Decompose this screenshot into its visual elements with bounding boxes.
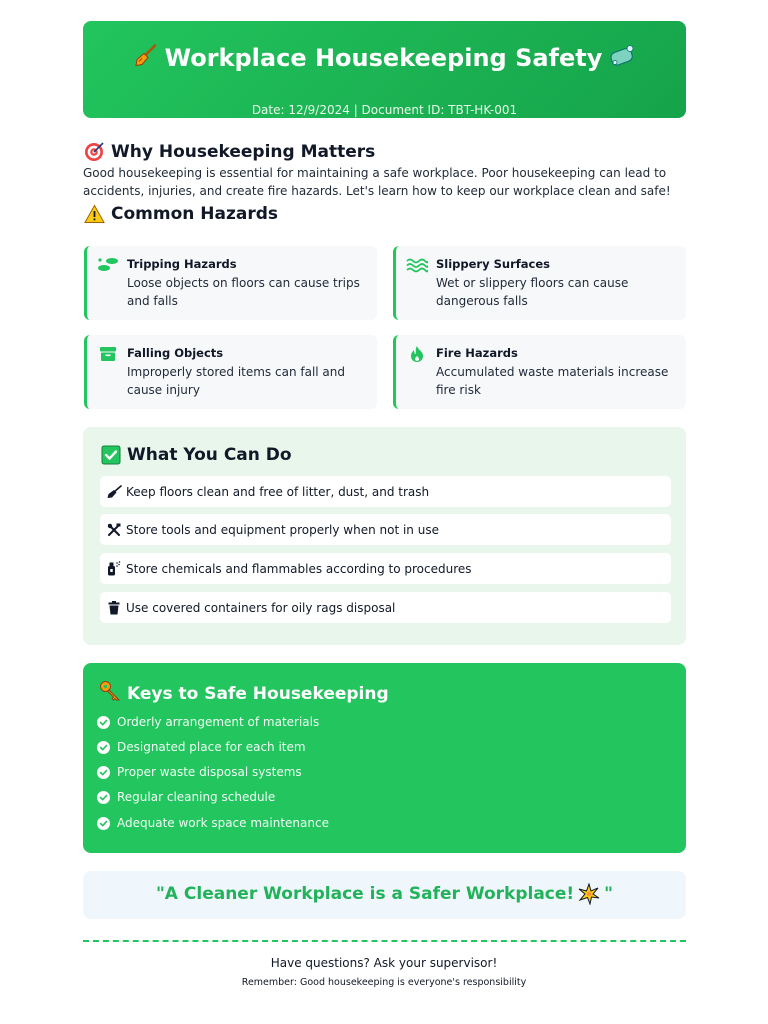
keys-title-text: Keys to Safe Housekeeping <box>127 683 389 704</box>
key-item-text: Regular cleaning schedule <box>117 790 276 804</box>
hazard-title: Slippery Surfaces <box>436 257 550 271</box>
check-circle-icon <box>97 817 110 830</box>
key-icon <box>99 680 121 707</box>
hazards-title-text: Common Hazards <box>111 203 279 224</box>
check-circle-icon <box>97 741 110 754</box>
hazard-title: Fire Hazards <box>436 346 518 360</box>
why-title-text: Why Housekeeping Matters <box>111 141 376 162</box>
todo-section <box>83 427 686 645</box>
document-meta: Date: 12/9/2024 | Document ID: TBT-HK-001 <box>251 103 518 117</box>
todo-item <box>100 592 671 623</box>
footprints-icon <box>97 256 119 274</box>
warning-icon <box>84 203 105 224</box>
todo-section-title <box>100 444 292 465</box>
todo-title-text: What You Can Do <box>127 444 292 465</box>
page-title <box>83 43 686 76</box>
trash-icon <box>105 599 123 616</box>
hazard-desc: Loose objects on floors can cause trips and falls <box>127 276 360 308</box>
hazard-title: Tripping Hazards <box>127 257 237 271</box>
keys-section <box>83 663 686 853</box>
sparkle-icon <box>578 883 600 905</box>
water-waves-icon <box>406 256 428 274</box>
key-item <box>97 715 319 729</box>
key-item-text: Proper waste disposal systems <box>117 765 302 779</box>
footer-reminder: Remember: Good housekeeping is everyone's responsibility <box>241 977 527 988</box>
page-header <box>83 21 686 118</box>
quote-text <box>83 883 686 905</box>
broom-icon <box>105 483 123 500</box>
check-circle-icon <box>97 791 110 804</box>
quote-main: "A Cleaner Workplace is a Safer Workplace! <box>155 884 575 904</box>
check-box-icon <box>100 444 121 465</box>
fire-icon <box>406 345 428 363</box>
key-item <box>97 790 275 804</box>
footer-question: Have questions? Ask your supervisor! <box>270 956 498 970</box>
hazard-card-falling <box>84 335 377 409</box>
check-circle-icon <box>97 766 110 779</box>
key-item <box>97 765 302 779</box>
todo-text: Use covered containers for oily rags disposal <box>126 600 396 615</box>
hazard-desc: Wet or slippery floors can cause dangerous falls <box>436 276 629 308</box>
hazard-card-fire <box>393 335 686 409</box>
check-circle-icon <box>97 716 110 729</box>
hazard-card-slippery <box>393 246 686 320</box>
why-section-title <box>84 141 375 162</box>
soap-icon <box>608 43 636 76</box>
broom-icon <box>133 43 159 76</box>
quote-box <box>83 871 686 919</box>
key-item-text: Adequate work space maintenance <box>117 816 329 830</box>
box-icon <box>97 345 119 363</box>
quote-close: " <box>604 884 614 904</box>
hazard-desc: Improperly stored items can fall and cause injury <box>127 365 346 397</box>
tools-icon <box>105 521 123 538</box>
todo-text: Store tools and equipment properly when not in use <box>126 522 439 537</box>
todo-text: Keep floors clean and free of litter, dust, and trash <box>126 484 430 499</box>
hazard-desc: Accumulated waste materials increase fire risk <box>436 365 669 397</box>
key-item <box>97 816 329 830</box>
todo-item <box>100 514 671 545</box>
page-title-text: Workplace Housekeeping Safety <box>164 44 603 72</box>
keys-section-title <box>99 680 389 707</box>
target-icon <box>84 141 105 162</box>
todo-text: Store chemicals and flammables according to procedures <box>126 561 472 576</box>
hazards-section-title <box>84 203 278 224</box>
todo-item <box>100 476 671 507</box>
footer-divider <box>83 940 686 942</box>
hazard-card-tripping <box>84 246 377 320</box>
key-item-text: Orderly arrangement of materials <box>117 715 320 729</box>
todo-item <box>100 553 671 584</box>
key-item-text: Designated place for each item <box>117 740 306 754</box>
key-item <box>97 740 306 754</box>
hazard-title: Falling Objects <box>127 346 224 360</box>
intro-paragraph: Good housekeeping is essential for maintaining a safe workplace. Poor housekeeping can lead to accidents, injuries, and create fire hazards. Let's learn how to keep our workplace clean and safe! <box>83 166 671 198</box>
spray-bottle-icon <box>105 560 123 577</box>
